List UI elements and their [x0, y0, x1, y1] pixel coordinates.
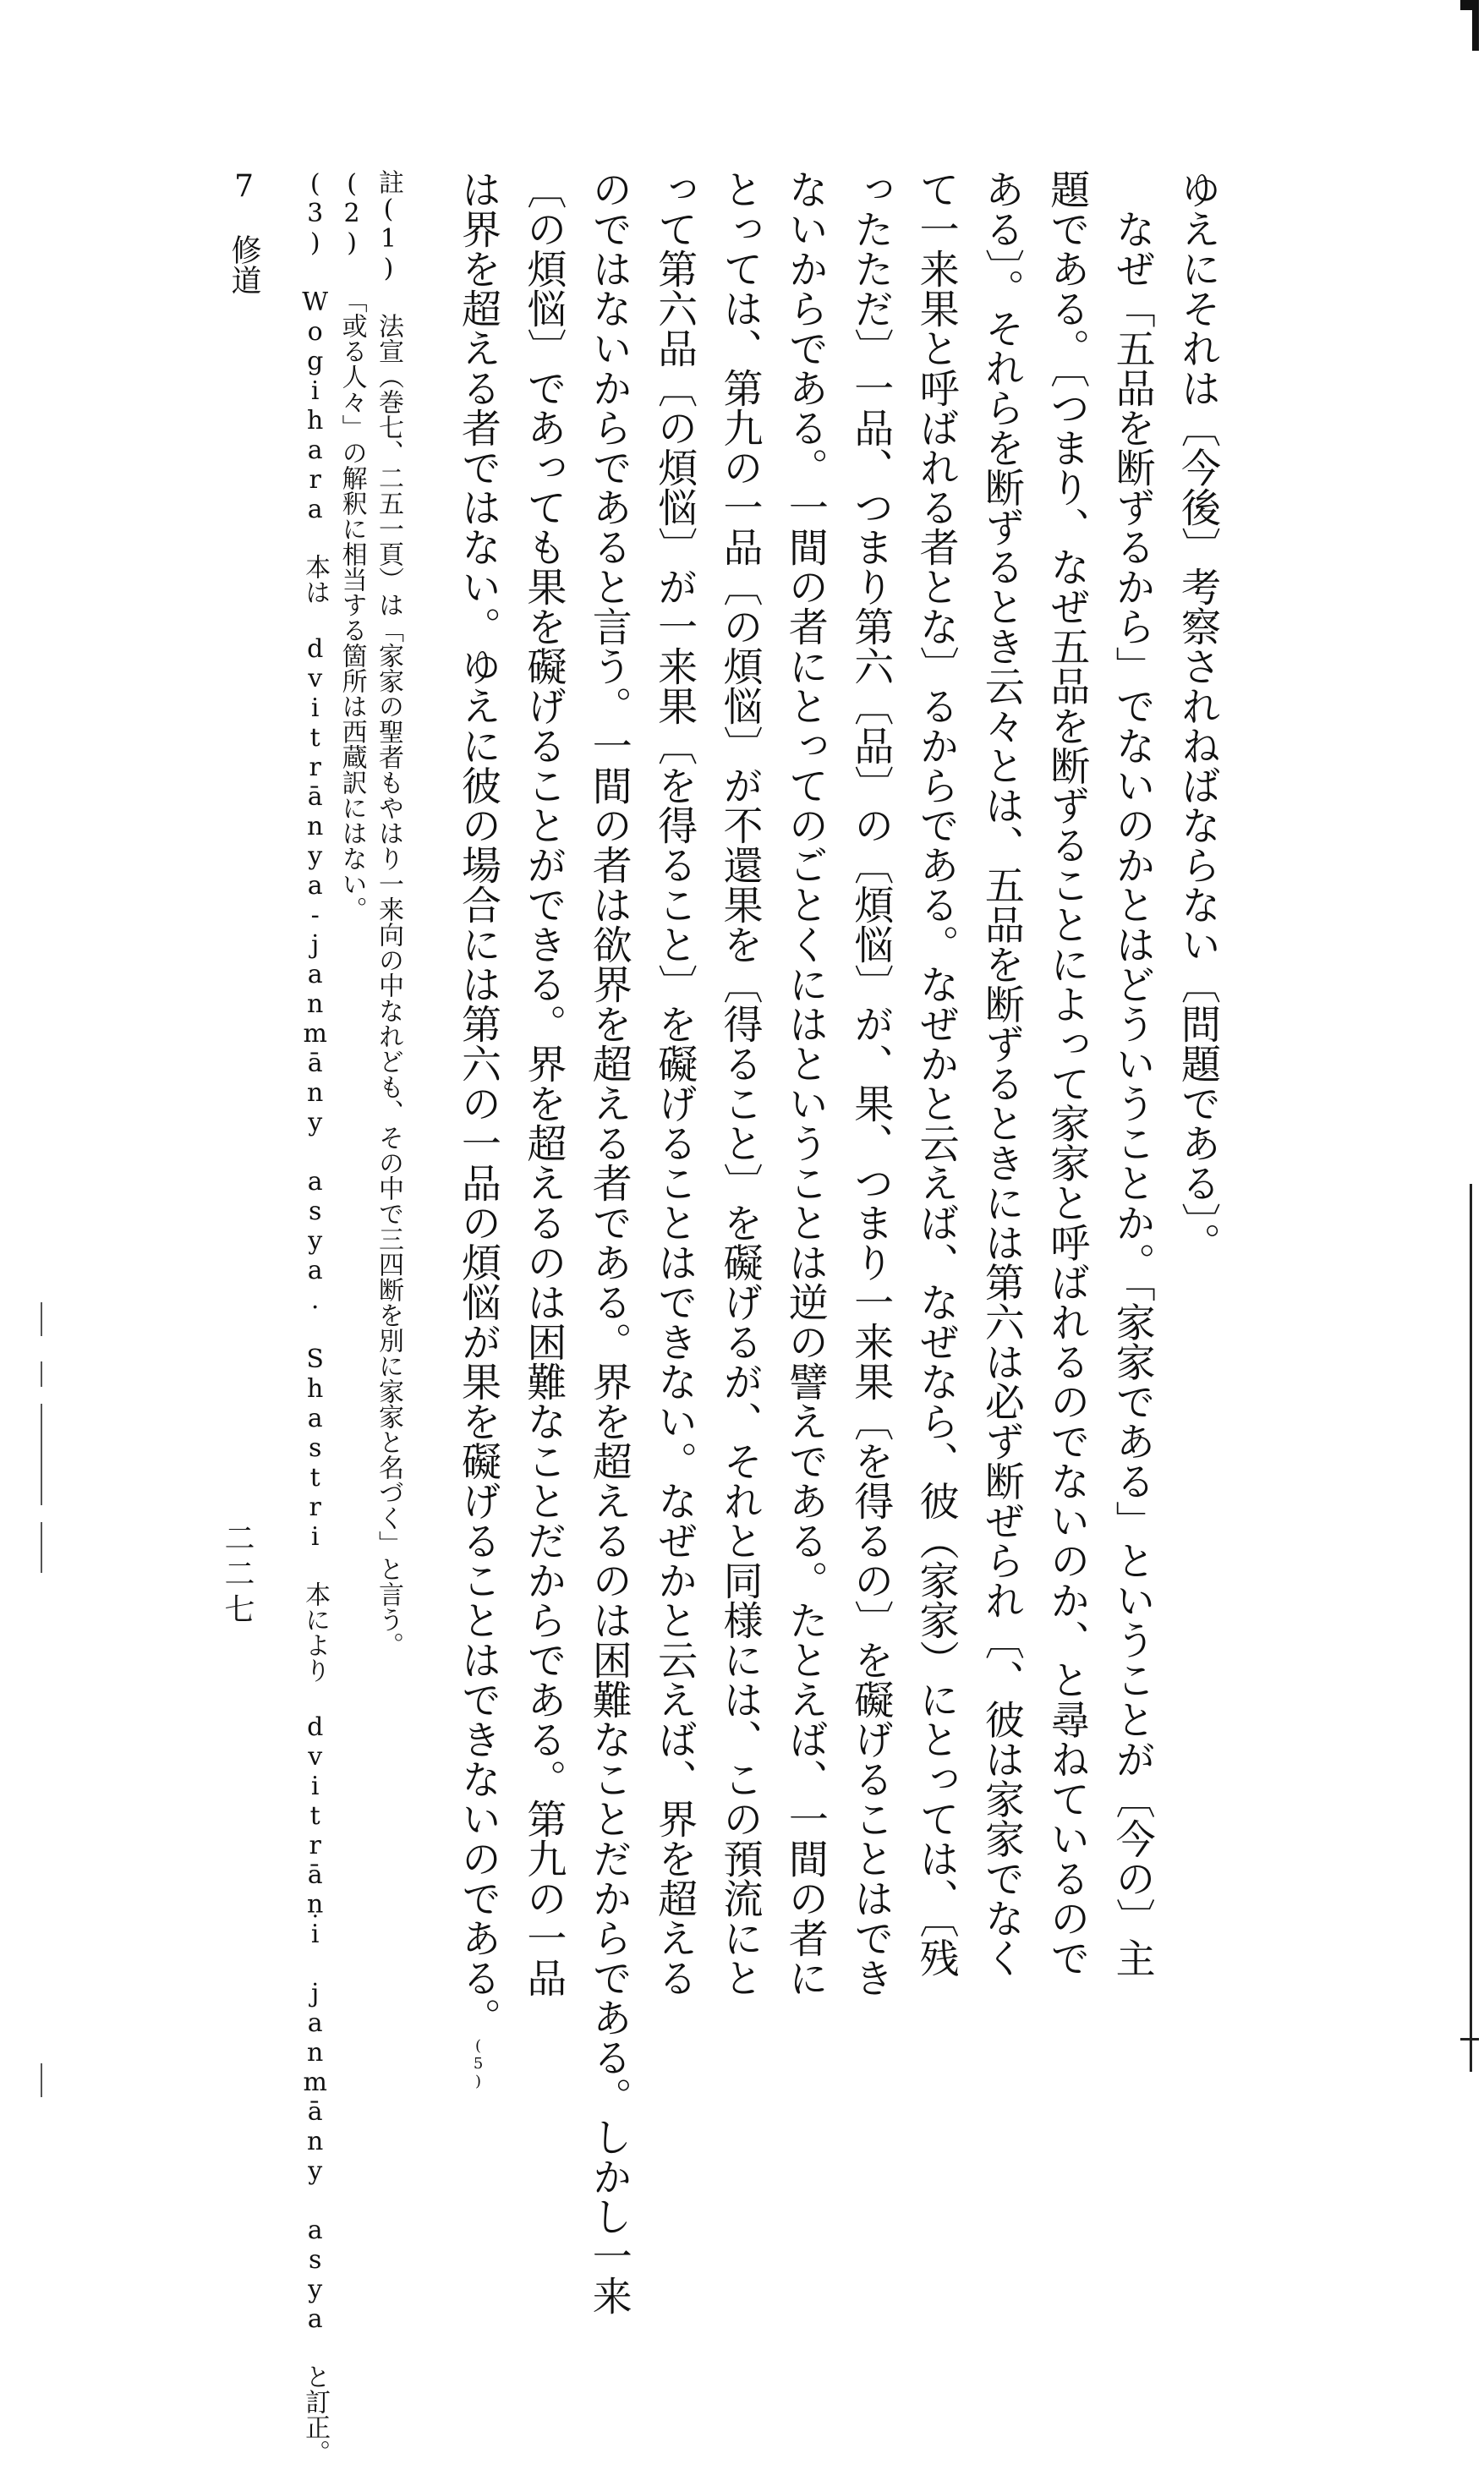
body-line [498, 169, 567, 1997]
body-line: ある〕。それらを断ずるとき云々とは、五品を断ずるときには第六は必ず断ぜられ〔、彼は家家でなく [977, 169, 1025, 1978]
footnote-text: Wogihara 本は dvitrānya-janmāny asya. Shastri 本により dvitrāṇi janmāny asya と訂正。 [300, 288, 331, 2465]
scan-dash [41, 1404, 42, 1505]
corner-mark-icon [1460, 0, 1479, 51]
footnote-label: 註(1) [373, 169, 403, 283]
body-line: ないからである。一間の者にとってのごとくにはということは逆の譬えである。たとえば、一間の者に [781, 169, 829, 1997]
body-line: ゆえにそれは〔今後〕考察されねばならない〔問題である〕。 [1175, 169, 1221, 1263]
footnote-text: 「或る人々」の解釈に相当する箇所は西蔵訳にはない。 [337, 288, 367, 922]
edge-rule [1470, 1184, 1472, 2072]
scan-dash [41, 1302, 42, 1336]
body-line: なぜ「五品を断ずるから」でないのかとはどういうことか。「家家である」ということが〔今の〕主 [1109, 209, 1156, 1978]
vertical-text-page [203, 169, 1221, 2465]
body-line: 題である。〔つまり、なぜ五品を断ずることによって家家と呼ばれるのでないのか、と尋ねているので [1043, 169, 1091, 1978]
body-line-text: は界を超える者ではない。ゆえに彼の場合には第六の一品の煩悩が果を礙げることはできないのである。 [455, 169, 502, 2037]
scan-dash [41, 1522, 42, 1573]
body-line: って第六品〔の煩悩〕が一来果〔を得ること〕を礙げることはできない。なぜかと云えば、界を超える [651, 169, 698, 1997]
body-line: のではないからであると言う。一間の者は欲界を超える者である。界を超えるのは困難なことだからである。しかし一来 [585, 169, 632, 2315]
footnote-2 [327, 169, 367, 922]
edge-tick [1460, 2038, 1479, 2040]
footnote-text: 法宣（巻七、二五一頁）は「家家の聖者もやはり一来向の中なれども、その中で三四断を別に家家と名づく」と言う。 [373, 313, 403, 1657]
footnote-ref-mark: (5) [469, 2037, 488, 2090]
page-number: 二二七 [220, 1522, 255, 1629]
body-line: ったただ〕一品、つまり第六〔品〕の〔煩悩〕が、果、つまり一来果〔を得るの〕を礙げることはでき [847, 169, 895, 1997]
footnote-label: (3) [300, 169, 331, 258]
footnote-1 [364, 169, 401, 1657]
section-header: 7 修道 [227, 169, 262, 295]
body-line-text: 〔の煩悩〕であっても果を礙げることができる。界を超えるのは困難なことだからである。第九の一品 [520, 169, 567, 1997]
scan-dash [41, 2063, 42, 2097]
scan-dash [41, 1361, 42, 1387]
footnote-label: (2) [337, 169, 367, 258]
body-line [433, 169, 502, 2090]
footnote-3 [291, 169, 331, 2465]
body-line: とっては、第九の一品〔の煩悩〕が不還果を〔得ること〕を礙げるが、それと同様には、この預流にと [716, 169, 764, 1997]
body-line: て一来果と呼ばれる者とな〕るからである。なぜかと云えば、なぜなら、彼（家家）にとっては、〔残 [912, 169, 960, 1978]
